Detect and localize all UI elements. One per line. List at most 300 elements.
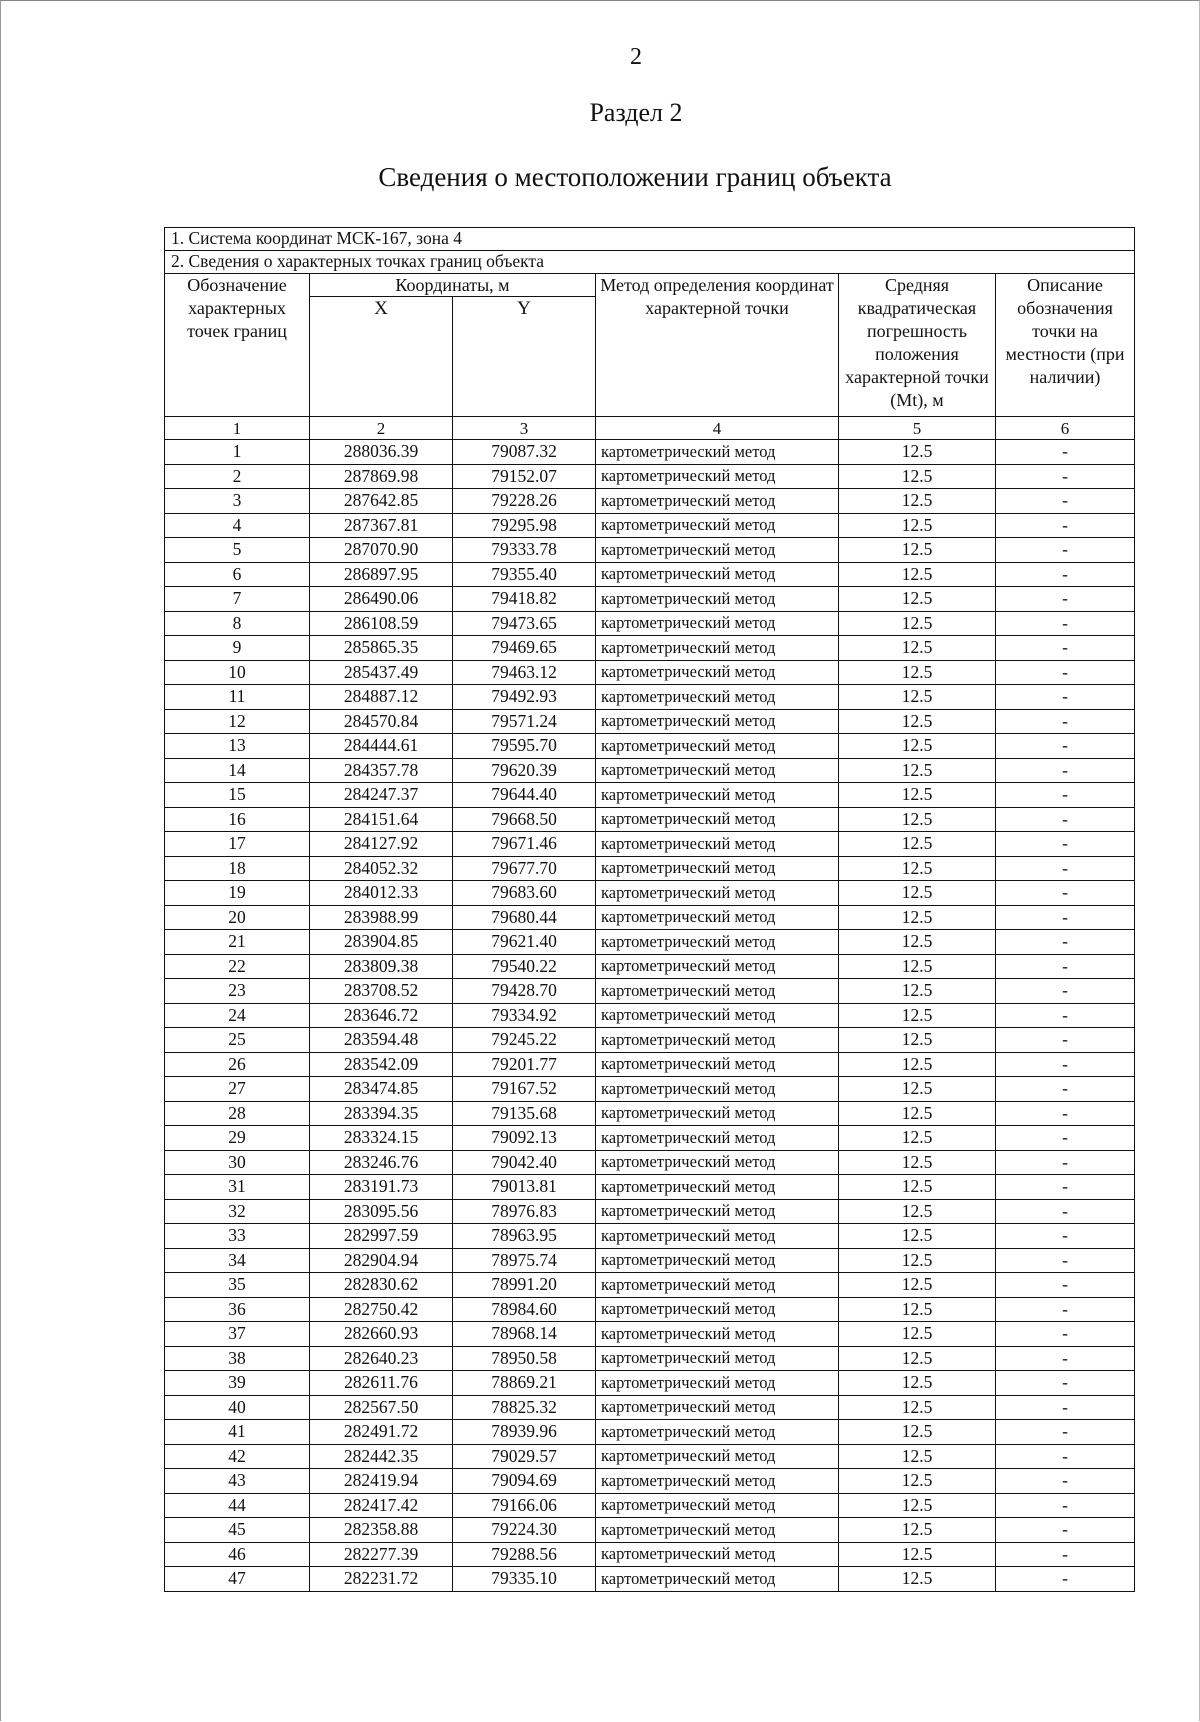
error-value: 12.5 [839, 440, 996, 465]
description: - [996, 440, 1135, 465]
error-value: 12.5 [839, 1469, 996, 1494]
description: - [996, 709, 1135, 734]
point-number: 32 [165, 1199, 310, 1224]
method: картометрический метод [596, 856, 839, 881]
table-row [165, 1175, 1135, 1200]
description: - [996, 783, 1135, 808]
x-coordinate: 282231.72 [310, 1567, 453, 1592]
point-number: 27 [165, 1077, 310, 1102]
method: картометрический метод [596, 1126, 839, 1151]
y-coordinate: 79288.56 [453, 1542, 596, 1567]
table-row [165, 1322, 1135, 1347]
error-value: 12.5 [839, 1003, 996, 1028]
header-designation: Обозначение характерных точек границ [165, 274, 310, 417]
table-row [165, 1101, 1135, 1126]
method: картометрический метод [596, 1395, 839, 1420]
method: картометрический метод [596, 1518, 839, 1543]
table-row [165, 1126, 1135, 1151]
error-value: 12.5 [839, 513, 996, 538]
point-number: 42 [165, 1444, 310, 1469]
method: картометрический метод [596, 1028, 839, 1053]
coordinate-system-label: 1. Система координат МСК-167, зона 4 [165, 228, 1135, 251]
description: - [996, 1101, 1135, 1126]
table-row [165, 783, 1135, 808]
x-coordinate: 287070.90 [310, 538, 453, 563]
description: - [996, 734, 1135, 759]
y-coordinate: 79463.12 [453, 660, 596, 685]
table-row [165, 538, 1135, 563]
point-number: 37 [165, 1322, 310, 1347]
description: - [996, 979, 1135, 1004]
error-value: 12.5 [839, 464, 996, 489]
description: - [996, 930, 1135, 955]
y-coordinate: 78939.96 [453, 1420, 596, 1445]
x-coordinate: 283474.85 [310, 1077, 453, 1102]
point-number: 29 [165, 1126, 310, 1151]
table-row [165, 881, 1135, 906]
method: картометрический метод [596, 1371, 839, 1396]
y-coordinate: 79245.22 [453, 1028, 596, 1053]
table-row [165, 1395, 1135, 1420]
description: - [996, 856, 1135, 881]
boundary-points-table [164, 227, 1135, 1592]
y-coordinate: 79335.10 [453, 1567, 596, 1592]
x-coordinate: 283904.85 [310, 930, 453, 955]
x-coordinate: 282750.42 [310, 1297, 453, 1322]
y-coordinate: 79473.65 [453, 611, 596, 636]
point-number: 35 [165, 1273, 310, 1298]
x-coordinate: 286108.59 [310, 611, 453, 636]
point-number: 9 [165, 636, 310, 661]
y-coordinate: 79166.06 [453, 1493, 596, 1518]
x-coordinate: 284444.61 [310, 734, 453, 759]
point-number: 41 [165, 1420, 310, 1445]
point-number: 18 [165, 856, 310, 881]
point-number: 7 [165, 587, 310, 612]
description: - [996, 1420, 1135, 1445]
x-coordinate: 282997.59 [310, 1224, 453, 1249]
y-coordinate: 79620.39 [453, 758, 596, 783]
y-coordinate: 79671.46 [453, 832, 596, 857]
method: картометрический метод [596, 636, 839, 661]
y-coordinate: 79295.98 [453, 513, 596, 538]
error-value: 12.5 [839, 1420, 996, 1445]
point-number: 40 [165, 1395, 310, 1420]
description: - [996, 513, 1135, 538]
table-row [165, 1371, 1135, 1396]
x-coordinate: 287642.85 [310, 489, 453, 514]
error-value: 12.5 [839, 1493, 996, 1518]
document-title: Сведения о местоположении границ объекта [378, 162, 892, 192]
description: - [996, 807, 1135, 832]
point-number: 31 [165, 1175, 310, 1200]
description: - [996, 1028, 1135, 1053]
x-coordinate: 284887.12 [310, 685, 453, 710]
method: картометрический метод [596, 930, 839, 955]
point-number: 25 [165, 1028, 310, 1053]
y-coordinate: 78991.20 [453, 1273, 596, 1298]
point-number: 34 [165, 1248, 310, 1273]
description: - [996, 1346, 1135, 1371]
error-value: 12.5 [839, 1297, 996, 1322]
error-value: 12.5 [839, 660, 996, 685]
table-row [165, 856, 1135, 881]
method: картометрический метод [596, 1346, 839, 1371]
x-coordinate: 283095.56 [310, 1199, 453, 1224]
x-coordinate: 284012.33 [310, 881, 453, 906]
method: картометрический метод [596, 538, 839, 563]
description: - [996, 1297, 1135, 1322]
y-coordinate: 79334.92 [453, 1003, 596, 1028]
description: - [996, 905, 1135, 930]
method: картометрический метод [596, 1420, 839, 1445]
x-coordinate: 282491.72 [310, 1420, 453, 1445]
point-number: 19 [165, 881, 310, 906]
y-coordinate: 79029.57 [453, 1444, 596, 1469]
table-row [165, 1297, 1135, 1322]
point-number: 8 [165, 611, 310, 636]
error-value: 12.5 [839, 783, 996, 808]
x-coordinate: 282358.88 [310, 1518, 453, 1543]
y-coordinate: 79418.82 [453, 587, 596, 612]
error-value: 12.5 [839, 832, 996, 857]
table-row [165, 930, 1135, 955]
x-coordinate: 284151.64 [310, 807, 453, 832]
description: - [996, 1175, 1135, 1200]
description: - [996, 611, 1135, 636]
point-number: 16 [165, 807, 310, 832]
point-number: 23 [165, 979, 310, 1004]
error-value: 12.5 [839, 881, 996, 906]
point-number: 2 [165, 464, 310, 489]
y-coordinate: 79135.68 [453, 1101, 596, 1126]
x-coordinate: 284570.84 [310, 709, 453, 734]
error-value: 12.5 [839, 1052, 996, 1077]
method: картометрический метод [596, 881, 839, 906]
y-coordinate: 79087.32 [453, 440, 596, 465]
y-coordinate: 79428.70 [453, 979, 596, 1004]
x-coordinate: 282904.94 [310, 1248, 453, 1273]
y-coordinate: 79333.78 [453, 538, 596, 563]
description: - [996, 1322, 1135, 1347]
table-row [165, 489, 1135, 514]
y-coordinate: 78976.83 [453, 1199, 596, 1224]
method: картометрический метод [596, 1297, 839, 1322]
method: картометрический метод [596, 1199, 839, 1224]
x-coordinate: 283542.09 [310, 1052, 453, 1077]
point-number: 3 [165, 489, 310, 514]
y-coordinate: 78963.95 [453, 1224, 596, 1249]
y-coordinate: 79201.77 [453, 1052, 596, 1077]
error-value: 12.5 [839, 489, 996, 514]
x-coordinate: 283646.72 [310, 1003, 453, 1028]
description: - [996, 1003, 1135, 1028]
error-value: 12.5 [839, 1273, 996, 1298]
table-row [165, 1567, 1135, 1592]
method: картометрический метод [596, 954, 839, 979]
header-error: Средняя квадратическая погрешность положения характерной точки (Mt), м [839, 274, 996, 417]
table-row [165, 1518, 1135, 1543]
header-x: X [310, 297, 453, 417]
x-coordinate: 283246.76 [310, 1150, 453, 1175]
method: картометрический метод [596, 660, 839, 685]
table-row [165, 905, 1135, 930]
method: картометрический метод [596, 807, 839, 832]
description: - [996, 1273, 1135, 1298]
section-title: Раздел 2 [589, 98, 683, 127]
error-value: 12.5 [839, 758, 996, 783]
y-coordinate: 79540.22 [453, 954, 596, 979]
x-coordinate: 282417.42 [310, 1493, 453, 1518]
point-number: 44 [165, 1493, 310, 1518]
method: картометрический метод [596, 1175, 839, 1200]
description: - [996, 1199, 1135, 1224]
table-row [165, 758, 1135, 783]
table-row [165, 1248, 1135, 1273]
x-coordinate: 284247.37 [310, 783, 453, 808]
table-row [165, 832, 1135, 857]
point-number: 39 [165, 1371, 310, 1396]
description: - [996, 464, 1135, 489]
method: картометрический метод [596, 979, 839, 1004]
y-coordinate: 79092.13 [453, 1126, 596, 1151]
point-number: 30 [165, 1150, 310, 1175]
x-coordinate: 283191.73 [310, 1175, 453, 1200]
table-row [165, 636, 1135, 661]
y-coordinate: 79683.60 [453, 881, 596, 906]
description: - [996, 954, 1135, 979]
method: картометрический метод [596, 513, 839, 538]
x-coordinate: 283594.48 [310, 1028, 453, 1053]
x-coordinate: 286897.95 [310, 562, 453, 587]
description: - [996, 758, 1135, 783]
y-coordinate: 79492.93 [453, 685, 596, 710]
method: картометрический метод [596, 1322, 839, 1347]
description: - [996, 489, 1135, 514]
point-number: 45 [165, 1518, 310, 1543]
error-value: 12.5 [839, 587, 996, 612]
y-coordinate: 78825.32 [453, 1395, 596, 1420]
description: - [996, 1126, 1135, 1151]
point-number: 13 [165, 734, 310, 759]
y-coordinate: 78984.60 [453, 1297, 596, 1322]
error-value: 12.5 [839, 1224, 996, 1249]
header-method: Метод определения координат характерной точки [596, 274, 839, 417]
table-row [165, 1028, 1135, 1053]
method: картометрический метод [596, 1052, 839, 1077]
table-row [165, 440, 1135, 465]
error-value: 12.5 [839, 1371, 996, 1396]
x-coordinate: 282640.23 [310, 1346, 453, 1371]
x-coordinate: 282567.50 [310, 1395, 453, 1420]
x-coordinate: 284357.78 [310, 758, 453, 783]
y-coordinate: 79571.24 [453, 709, 596, 734]
point-number: 17 [165, 832, 310, 857]
point-number: 4 [165, 513, 310, 538]
error-value: 12.5 [839, 807, 996, 832]
error-value: 12.5 [839, 1322, 996, 1347]
method: картометрический метод [596, 464, 839, 489]
description: - [996, 1493, 1135, 1518]
point-number: 22 [165, 954, 310, 979]
point-number: 1 [165, 440, 310, 465]
point-number: 36 [165, 1297, 310, 1322]
table-row [165, 1542, 1135, 1567]
column-number-3: 3 [453, 417, 596, 440]
x-coordinate: 282277.39 [310, 1542, 453, 1567]
method: картометрический метод [596, 783, 839, 808]
table-row [165, 562, 1135, 587]
error-value: 12.5 [839, 538, 996, 563]
y-coordinate: 78950.58 [453, 1346, 596, 1371]
y-coordinate: 79668.50 [453, 807, 596, 832]
error-value: 12.5 [839, 979, 996, 1004]
point-number: 43 [165, 1469, 310, 1494]
table-row [165, 1493, 1135, 1518]
y-coordinate: 79680.44 [453, 905, 596, 930]
table-row [165, 734, 1135, 759]
error-value: 12.5 [839, 1175, 996, 1200]
y-coordinate: 79228.26 [453, 489, 596, 514]
x-coordinate: 283809.38 [310, 954, 453, 979]
column-number-6: 6 [996, 417, 1135, 440]
error-value: 12.5 [839, 1542, 996, 1567]
method: картометрический метод [596, 1273, 839, 1298]
error-value: 12.5 [839, 930, 996, 955]
x-coordinate: 282830.62 [310, 1273, 453, 1298]
table-row [165, 1420, 1135, 1445]
y-coordinate: 78869.21 [453, 1371, 596, 1396]
x-coordinate: 283988.99 [310, 905, 453, 930]
method: картометрический метод [596, 734, 839, 759]
table-row [165, 1469, 1135, 1494]
y-coordinate: 79224.30 [453, 1518, 596, 1543]
method: картометрический метод [596, 1469, 839, 1494]
method: картометрический метод [596, 611, 839, 636]
table-row [165, 954, 1135, 979]
table-row [165, 979, 1135, 1004]
x-coordinate: 286490.06 [310, 587, 453, 612]
x-coordinate: 288036.39 [310, 440, 453, 465]
description: - [996, 587, 1135, 612]
error-value: 12.5 [839, 685, 996, 710]
table-row [165, 1273, 1135, 1298]
table-body [165, 440, 1135, 1592]
description: - [996, 1052, 1135, 1077]
point-number: 21 [165, 930, 310, 955]
description: - [996, 562, 1135, 587]
table-row [165, 660, 1135, 685]
error-value: 12.5 [839, 611, 996, 636]
error-value: 12.5 [839, 1346, 996, 1371]
description: - [996, 660, 1135, 685]
method: картометрический метод [596, 1003, 839, 1028]
method: картометрический метод [596, 1493, 839, 1518]
description: - [996, 685, 1135, 710]
method: картометрический метод [596, 1077, 839, 1102]
page-number: 2 [630, 44, 642, 70]
description: - [996, 832, 1135, 857]
point-number: 20 [165, 905, 310, 930]
method: картометрический метод [596, 440, 839, 465]
y-coordinate: 79167.52 [453, 1077, 596, 1102]
table-row [165, 587, 1135, 612]
x-coordinate: 284127.92 [310, 832, 453, 857]
description: - [996, 636, 1135, 661]
description: - [996, 1224, 1135, 1249]
x-coordinate: 284052.32 [310, 856, 453, 881]
x-coordinate: 283708.52 [310, 979, 453, 1004]
method: картометрический метод [596, 1150, 839, 1175]
method: картометрический метод [596, 1101, 839, 1126]
table-row [165, 1346, 1135, 1371]
y-coordinate: 79677.70 [453, 856, 596, 881]
y-coordinate: 79621.40 [453, 930, 596, 955]
x-coordinate: 283324.15 [310, 1126, 453, 1151]
point-number: 12 [165, 709, 310, 734]
x-coordinate: 287869.98 [310, 464, 453, 489]
y-coordinate: 79013.81 [453, 1175, 596, 1200]
points-info-label: 2. Сведения о характерных точках границ объекта [165, 251, 1135, 274]
column-number-4: 4 [596, 417, 839, 440]
description: - [996, 1077, 1135, 1102]
error-value: 12.5 [839, 1199, 996, 1224]
error-value: 12.5 [839, 1101, 996, 1126]
method: картометрический метод [596, 489, 839, 514]
error-value: 12.5 [839, 856, 996, 881]
table-row [165, 513, 1135, 538]
description: - [996, 1150, 1135, 1175]
method: картометрический метод [596, 1567, 839, 1592]
method: картометрический метод [596, 1542, 839, 1567]
table-row [165, 685, 1135, 710]
method: картометрический метод [596, 1248, 839, 1273]
column-number-1: 1 [165, 417, 310, 440]
point-number: 28 [165, 1101, 310, 1126]
method: картометрический метод [596, 685, 839, 710]
description: - [996, 538, 1135, 563]
error-value: 12.5 [839, 1518, 996, 1543]
error-value: 12.5 [839, 1126, 996, 1151]
description: - [996, 1248, 1135, 1273]
error-value: 12.5 [839, 1150, 996, 1175]
method: картометрический метод [596, 1224, 839, 1249]
point-number: 10 [165, 660, 310, 685]
x-coordinate: 285437.49 [310, 660, 453, 685]
table-row [165, 1077, 1135, 1102]
point-number: 11 [165, 685, 310, 710]
method: картометрический метод [596, 758, 839, 783]
description: - [996, 881, 1135, 906]
method: картометрический метод [596, 905, 839, 930]
method: картометрический метод [596, 832, 839, 857]
y-coordinate: 78975.74 [453, 1248, 596, 1273]
method: картометрический метод [596, 709, 839, 734]
table-row [165, 1003, 1135, 1028]
error-value: 12.5 [839, 1077, 996, 1102]
table-row [165, 1224, 1135, 1249]
header-y: Y [453, 297, 596, 417]
x-coordinate: 282419.94 [310, 1469, 453, 1494]
x-coordinate: 287367.81 [310, 513, 453, 538]
description: - [996, 1518, 1135, 1543]
error-value: 12.5 [839, 1395, 996, 1420]
table-row [165, 1199, 1135, 1224]
error-value: 12.5 [839, 734, 996, 759]
x-coordinate: 282660.93 [310, 1322, 453, 1347]
table-row [165, 709, 1135, 734]
y-coordinate: 79595.70 [453, 734, 596, 759]
